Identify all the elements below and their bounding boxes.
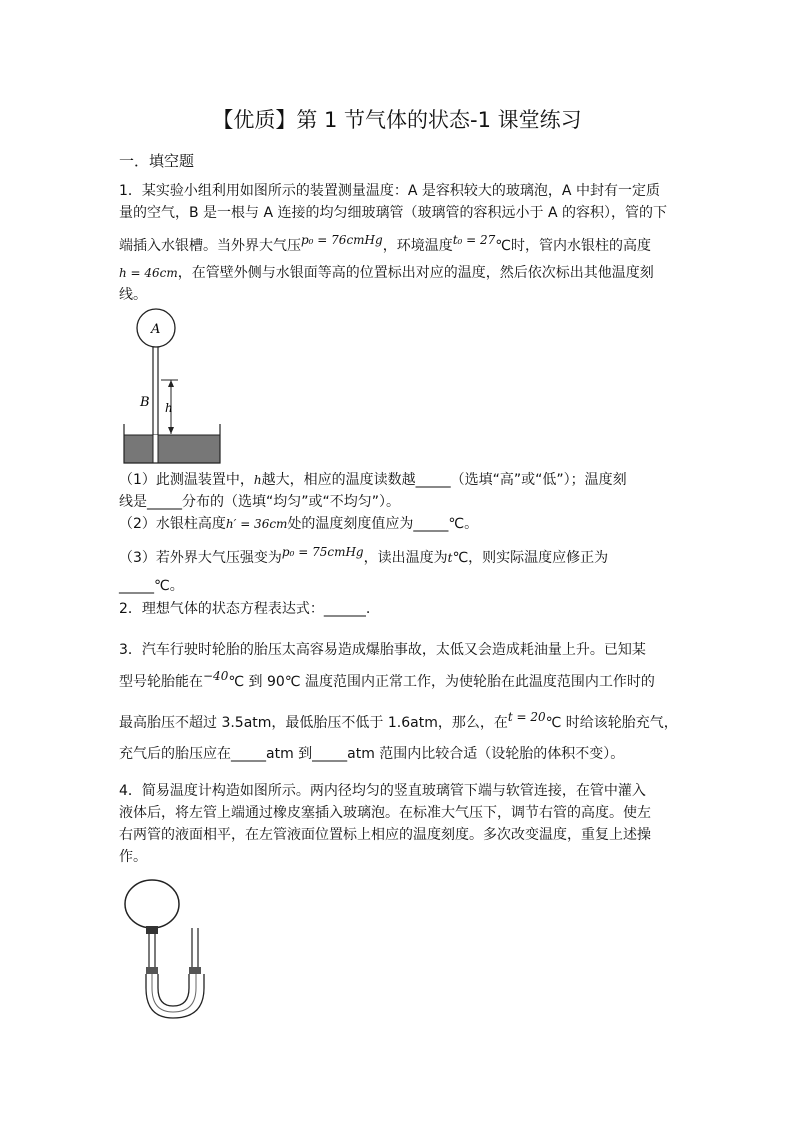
q3-l2-text-b: ℃ 到 90℃ 温度范围内正常工作，为使轮胎在此温度范围内工作时的 [228,674,655,690]
q1-sub-1-line-2: 线是_____分布的（选填“均匀”或“不均匀”）。 [119,494,401,510]
label-a: A [151,322,161,337]
rubber-stopper [146,926,158,934]
q3-line-3 [119,710,678,733]
pressure-formula-2: p₀ = 75cmHg [281,545,364,559]
q2-text: 2．理想气体的状态方程表达式：______. [119,601,371,617]
q1-l3-text-b: ，环境温度 [382,238,453,254]
q1-l4-text: ，在管壁外侧与水银面等高的位置标出对应的温度，然后依次标出其他温度刻 [177,265,654,281]
page-title: 【优质】第 1 节气体的状态-1 课堂练习 [212,108,582,132]
q1-line-3 [119,233,652,256]
fill-temp-formula: t = 20 [507,710,546,724]
q4-line-4: 作。 [119,849,147,865]
height-formula: h = 46cm [119,266,178,280]
q1-sub-1-line-1 [119,470,627,490]
q3-line-4: 充气后的胎压应在_____atm 到_____atm 范围内比较合适（设轮胎的体积不变）。 [119,746,625,762]
temperature-formula: t₀ = 27 [452,233,496,247]
h-symbol: h [253,473,262,487]
q1-line-2: 量的空气，B 是一根与 A 连接的均匀细玻璃管（玻璃管的容积远小于 A 的容积），管的下 [119,205,668,221]
label-h: h [165,401,173,415]
q1-s3-text-a: （3）若外界大气压强变为 [119,550,282,566]
q1-l3-text-c: ℃时，管内水银柱的高度 [495,238,652,254]
q1-sub-3-line-2: _____℃。 [119,578,184,594]
t-symbol: t [447,551,453,565]
q4-line-1: 4．简易温度计构造如图所示。两内径均匀的竖直玻璃管下端与软管连接，在管中灌入 [119,783,646,799]
q3-l3-text-a: 最高胎压不超过 3.5atm，最低胎压不低于 1.6atm，那么，在 [119,715,508,731]
q1-s3-text-b: ，读出温度为 [363,550,448,566]
section-heading: 一．填空题 [119,152,195,170]
min-temp-formula: −40 [203,669,229,683]
q1-s1-text-a: （1）此测温装置中， [119,472,254,488]
q1-s2-text-b: 处的温度刻度值应为_____℃。 [287,516,479,532]
q3-l3-text-b: ℃ 时给该轮胎充气， [545,715,678,731]
q1-line-4 [119,263,654,283]
pressure-formula: p₀ = 76cmHg [301,233,383,247]
q1-s2-text-a: （2）水银柱高度 [119,516,226,532]
h-prime-formula: h′ = 36cm [225,517,288,531]
label-b: B [140,395,150,410]
thermometer-figure-2 [118,876,218,1026]
q1-s1-text-b: 越大，相应的温度读数越_____（选填“高”或“低”）；温度刻 [261,472,627,488]
q4-line-3: 右两管的液面相平，在左管液面位置标上相应的温度刻度。多次改变温度，重复上述操 [119,827,651,843]
q1-line-1: 1．某实验小组利用如图所示的装置测量温度：A 是容积较大的玻璃泡，A 中封有一定质 [119,183,660,199]
q1-l3-text-a: 端插入水银槽。当外界大气压 [119,238,301,254]
q1-line-5: 线。 [119,287,147,303]
thermometer-figure-1 [118,308,228,468]
q3-line-2 [119,669,655,692]
q4-line-2: 液体后，将左管上端通过橡皮塞插入玻璃泡。在标准大气压下，调节右管的高度。使左 [119,805,651,821]
q1-sub-3 [119,545,609,568]
q1-s3-text-c: ℃，则实际温度应修正为 [452,550,609,566]
q3-line-1: 3．汽车行驶时轮胎的胎压太高容易造成爆胎事故，太低又会造成耗油量上升。已知某 [119,642,646,658]
q1-sub-2 [119,514,478,534]
q3-l2-text-a: 型号轮胎能在 [119,674,203,690]
